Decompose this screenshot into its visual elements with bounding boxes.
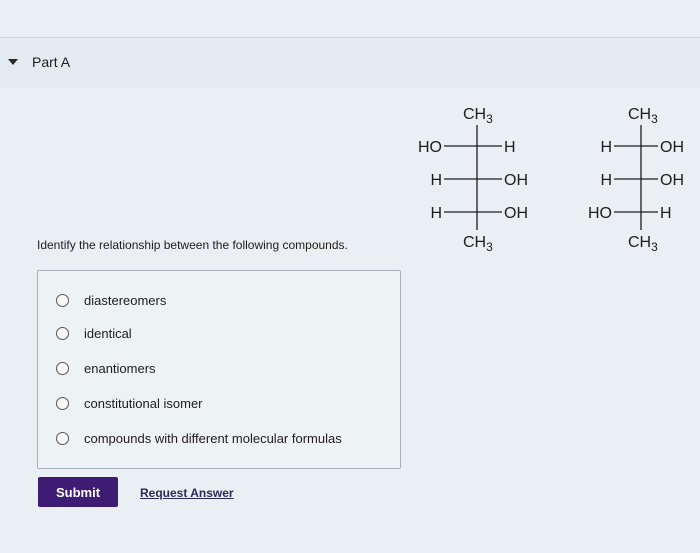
compound-1-row-2-right: OH [504, 172, 528, 189]
fischer-projection-1 [418, 106, 528, 254]
option-diastereomers[interactable] [56, 291, 166, 309]
compound-1-bottom-group: $CH_3$ [463, 234, 493, 254]
compound-2-row-1-right: OH [660, 139, 684, 156]
compound-2-row-1-left: H [600, 139, 612, 156]
answer-options [37, 270, 401, 469]
compound-1-row-1-left: HO [418, 139, 442, 156]
option-different-molecular-formulas[interactable] [56, 429, 342, 447]
radio-button[interactable] [56, 397, 69, 410]
radio-button[interactable] [56, 294, 69, 307]
option-label[interactable]: constitutional isomer [84, 395, 203, 411]
part-header-background [0, 38, 700, 88]
option-label[interactable]: diastereomers [84, 292, 167, 308]
option-label[interactable]: compounds with different molecular formulas [84, 430, 342, 446]
option-label[interactable]: enantiomers [84, 360, 156, 376]
compound-2-top-group: $CH_3$ [628, 106, 658, 126]
compound-2-row-3-right: H [660, 205, 672, 222]
submit-button[interactable]: Submit [38, 477, 118, 507]
radio-button[interactable] [56, 327, 69, 340]
compound-1-row-3-left: H [430, 205, 442, 222]
compound-1-row-3-right: OH [504, 205, 528, 222]
option-identical[interactable] [56, 324, 132, 342]
compound-1-row-1-right: H [504, 139, 516, 156]
divider [0, 37, 700, 38]
request-answer-link[interactable]: Request Answer [140, 486, 234, 500]
fischer-projections [410, 95, 700, 270]
compound-1-row-2-left: H [430, 172, 442, 189]
question-text: Identify the relationship between the following compounds. [37, 238, 348, 252]
part-a-toggle[interactable] [0, 50, 70, 74]
radio-button[interactable] [56, 432, 69, 445]
compound-2-row-3-left: HO [588, 205, 612, 222]
collapse-triangle-icon[interactable] [8, 59, 18, 65]
compound-2-bottom-group: $CH_3$ [628, 234, 658, 254]
option-enantiomers[interactable] [56, 359, 156, 377]
compound-2-row-2-right: OH [660, 172, 684, 189]
part-title: Part A [32, 54, 71, 70]
compound-2-row-2-left: H [600, 172, 612, 189]
radio-button[interactable] [56, 362, 69, 375]
option-constitutional-isomer[interactable] [56, 394, 203, 412]
compound-1-top-group: $CH_3$ [463, 106, 493, 126]
option-label[interactable]: identical [84, 325, 132, 341]
fischer-projection-2 [588, 106, 684, 254]
